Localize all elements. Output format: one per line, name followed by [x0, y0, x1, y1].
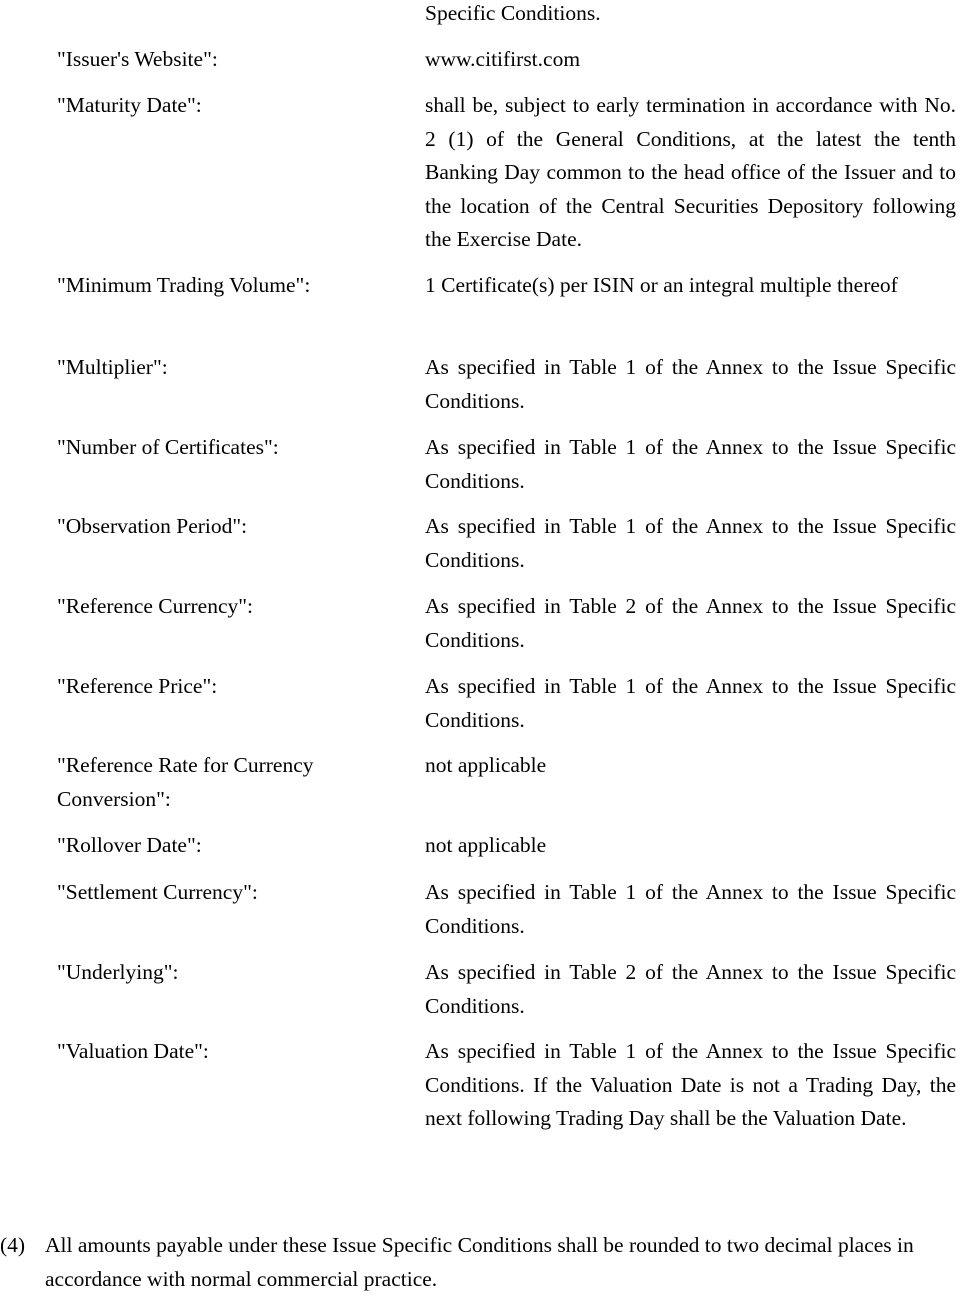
term-value: 1 Certificate(s) per ISIN or an integral multiple thereof: [425, 273, 898, 297]
term-value: As specified in Table 1 of the Annex to the Issue Specific Conditions.: [425, 880, 956, 938]
term-label: "Rollover Date":: [57, 833, 202, 857]
term-label: "Reference Currency":: [57, 594, 254, 618]
term-label: "Underlying":: [57, 960, 179, 984]
term-value: shall be, subject to early termination in accordance with No. 2 (1) of the General Conditions, at the latest the tenth Banking Day common to the head office of the Issuer and to the location of the Central Securities Depository following the Exercise Date.: [425, 93, 956, 251]
term-label: "Observation Period":: [57, 514, 248, 538]
term-label: "Maturity Date":: [57, 93, 202, 117]
term-value: www.citifirst.com: [425, 47, 581, 71]
term-label: "Valuation Date":: [57, 1039, 209, 1063]
term-value: not applicable: [425, 753, 547, 777]
paragraph-text: All amounts payable under these Issue Specific Conditions shall be rounded to two decimal places in accordance with normal commercial practice.: [45, 1233, 914, 1291]
term-value: As specified in Table 1 of the Annex to the Issue Specific Conditions.: [425, 435, 956, 493]
term-label: "Issuer's Website":: [57, 47, 218, 71]
term-value: As specified in Table 2 of the Annex to the Issue Specific Conditions.: [425, 594, 956, 652]
term-value: As specified in Table 1 of the Annex to the Issue Specific Conditions.: [425, 674, 956, 732]
term-label: "Settlement Currency":: [57, 880, 258, 904]
term-value: As specified in Table 1 of the Annex to the Issue Specific Conditions.: [425, 355, 956, 413]
paragraph-number: (4): [0, 1233, 26, 1257]
term-value: As specified in Table 1 of the Annex to the Issue Specific Conditions.: [425, 514, 956, 572]
term-value: As specified in Table 2 of the Annex to the Issue Specific Conditions.: [425, 960, 956, 1018]
term-label: "Minimum Trading Volume":: [57, 273, 311, 297]
continued-fragment: Specific Conditions.: [425, 1, 601, 25]
term-value: not applicable: [425, 833, 547, 857]
term-label: "Multiplier":: [57, 355, 168, 379]
term-value: As specified in Table 1 of the Annex to the Issue Specific Conditions. If the Valuation Date is not a Trading Day, the next following Trading Day shall be the Valuation Date.: [425, 1039, 956, 1130]
term-label: "Reference Price":: [57, 674, 218, 698]
term-label: "Reference Rate for Currency Conversion":: [57, 753, 314, 811]
term-label: "Number of Certificates":: [57, 435, 279, 459]
